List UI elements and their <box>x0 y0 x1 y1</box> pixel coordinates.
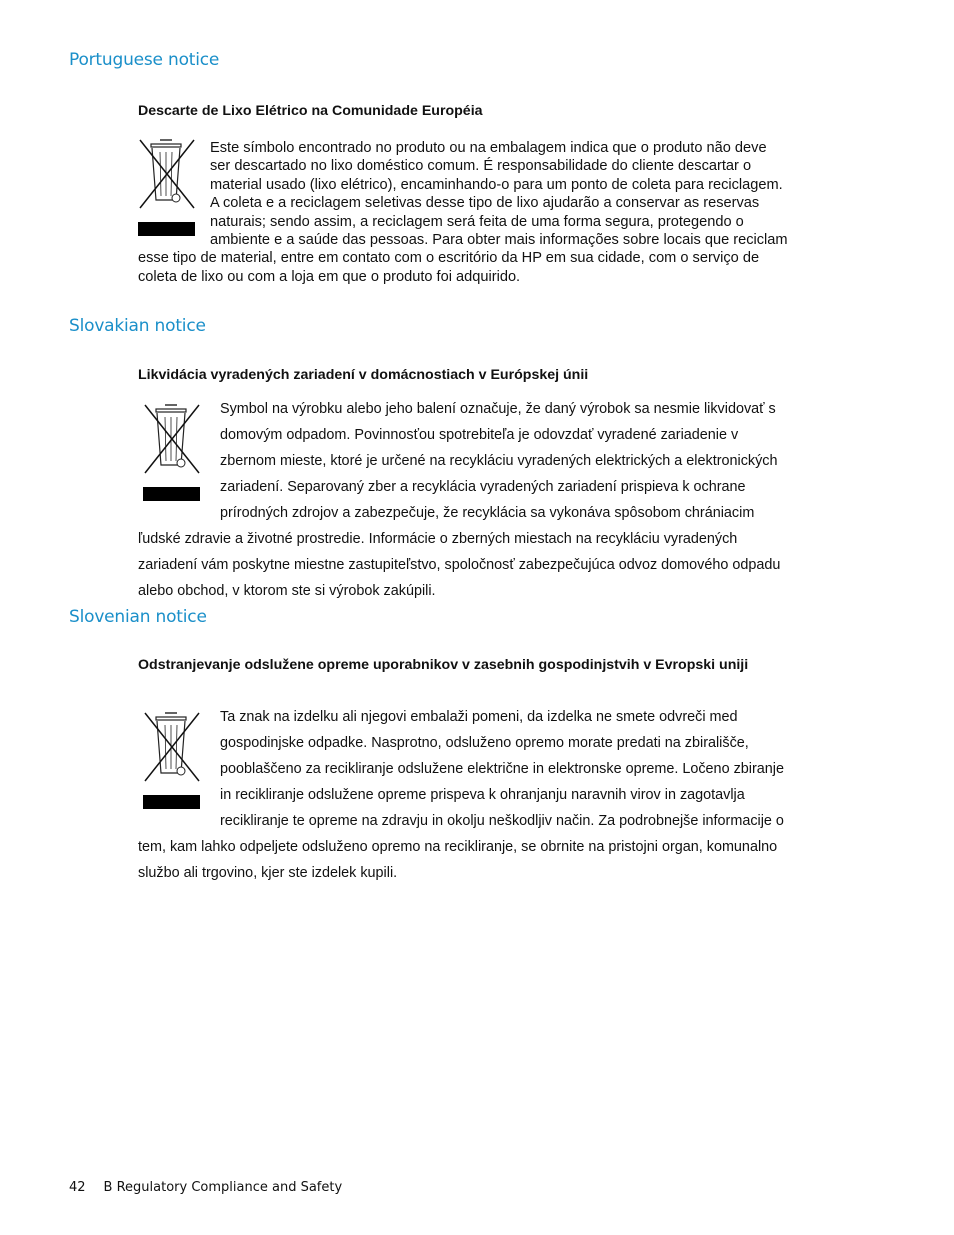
section-body-slovenian-container <box>138 704 788 886</box>
footer-chapter-title: B Regulatory Compliance and Safety <box>103 1180 343 1195</box>
section-body-slovakian-container <box>138 396 788 604</box>
section-subtitle-slovenian: Odstranjevanje odslužene opreme uporabnikov v zasebnih gospodinjstvih v Evropski uniji <box>138 657 749 673</box>
section-heading-portuguese: Portuguese notice <box>69 50 220 70</box>
section-body-slovenian: Ta znak na izdelku ali njegovi embalaži pomeni, da izdelka ne smete odvreči med gospodinjske odpadke. Nasprotno, odsluženo opremo morate predati na zbirališče, pooblaščeno za recikliranje odslužene električne in elektronske opreme. Ločeno zbiranje in recikliranje odslužene opreme prispeva k ohranjanju naravnih virov in zagotavlja recikliranje te opreme na zdravju in okolju neškodljiv način. Za podrobnejše informacije o tem, kam lahko odpeljete odsluženo opremo na recikliranje, se obrnite na pristojni organ, komunalno službo ali trgovino, kjer ste izdelek kupili. <box>138 709 784 881</box>
section-subtitle-slovakian: Likvidácia vyradených zariadení v domácnostiach v Európskej únii <box>138 367 589 383</box>
section-heading-slovenian: Slovenian notice <box>69 607 207 627</box>
section-heading-slovakian: Slovakian notice <box>69 316 206 336</box>
section-body-slovakian: Symbol na výrobku alebo jeho balení označuje, že daný výrobok sa nesmie likvidovať s domovým odpadom. Povinnosťou spotrebiteľa je odovzdať vyradené zariadenie v zbernom mieste, ktoré je určené na recykláciu vyradených elektrických a elektronických zariadení. Separovaný zber a recyklácia vyradených zariadení prispieva k ochrane prírodných zdrojov a zabezpečuje, že recyklácia sa vykonáva spôsobom chrániacim ľudské zdravie a životné prostredie. Informácie o zberných miestach na recykláciu vyradených zariadení vám poskytne miestne zastupiteľstvo, spoločnosť zabezpečujúca odvoz domového odpadu alebo obchod, v ktorom ste si výrobok zakúpili. <box>138 401 781 599</box>
section-body-portuguese-container <box>138 139 788 286</box>
page-footer <box>69 1180 342 1195</box>
section-subtitle-portuguese: Descarte de Lixo Elétrico na Comunidade Européia <box>138 103 483 119</box>
page-number: 42 <box>69 1180 86 1195</box>
section-body-portuguese: Este símbolo encontrado no produto ou na embalagem indica que o produto não deve ser descartado no lixo doméstico comum. É responsabilidade do cliente descartar o material usado (lixo elétrico), encaminhando-o para um ponto de coleta para reciclagem. A coleta e a reciclagem seletivas desse tipo de lixo ajudarão a conservar as reservas naturais; sendo assim, a reciclagem será feita de uma forma segura, protegendo o ambiente e a saúde das pessoas. Para obter mais informações sobre locais que reciclam esse tipo de material, entre em contato com o escritório da HP em sua cidade, com o serviço de coleta de lixo ou com a loja em que o produto foi adquirido. <box>138 140 788 285</box>
